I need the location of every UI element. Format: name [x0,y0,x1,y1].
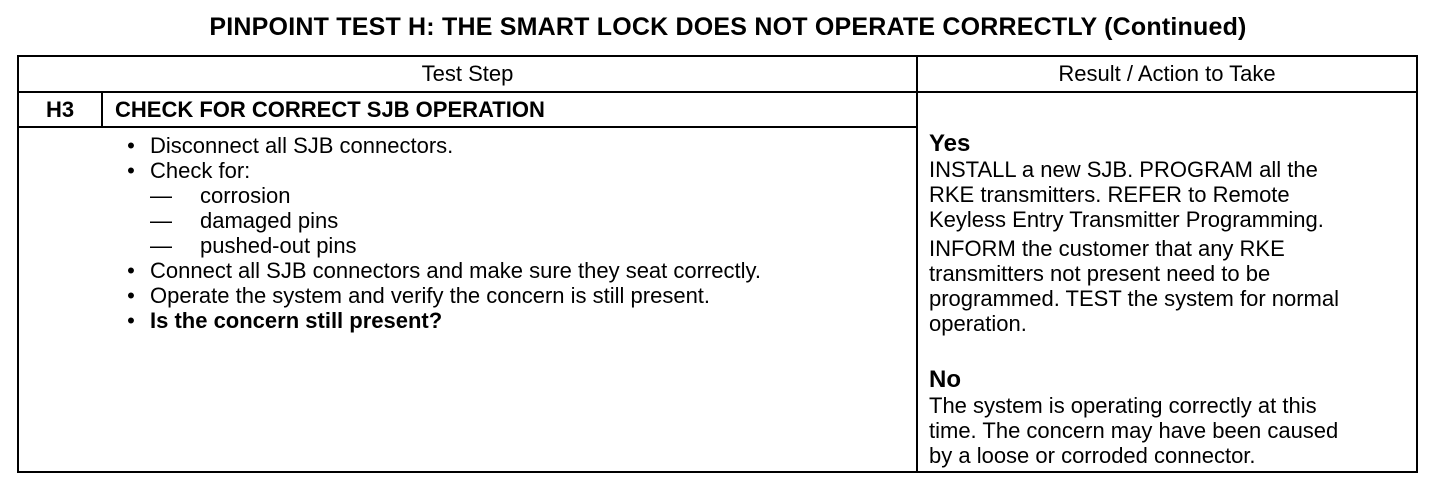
result-yes-paragraph-1 [929,157,1339,232]
step-title: CHECK FOR CORRECT SJB OPERATION [115,97,545,122]
text-line: programmed. TEST the system for normal [929,286,1339,311]
text-line: by a loose or corroded connector. [929,443,1256,468]
list-item-text: pushed-out pins [200,233,357,258]
dash-marker: — [150,183,172,208]
dash-marker: — [150,208,172,233]
list-item-text: corrosion [200,183,291,208]
pinpoint-test-table [17,55,1418,473]
step-id: H3 [45,97,75,122]
list-item [112,208,761,233]
bullet-marker: • [127,133,135,158]
list-item [112,158,761,183]
text-line: INFORM the customer that any RKE [929,236,1285,261]
page-title: PINPOINT TEST H: THE SMART LOCK DOES NOT OPERATE CORRECTLY (Continued) [209,13,1247,41]
list-item-text: Operate the system and verify the concern is still present. [150,283,711,308]
result-no [929,367,1338,468]
bullet-marker: • [127,258,135,283]
list-item [112,258,761,283]
dash-marker: — [150,233,172,258]
text-line: time. The concern may have been caused [929,418,1339,443]
text-line: The system is operating correctly at this [929,393,1317,418]
result-yes-label: Yes [929,130,971,157]
list-item [112,233,761,258]
header-test-step: Test Step [421,61,514,86]
result-yes-paragraph-2 [929,236,1339,336]
list-item-text: Disconnect all SJB connectors. [150,133,454,158]
list-item [112,133,761,158]
column-divider [916,57,918,471]
list-item-text: Connect all SJB connectors and make sure they seat correctly. [150,258,761,283]
list-item [112,283,761,308]
result-yes [929,131,1339,336]
question-text: Is the concern still present? [150,308,443,333]
step-id-divider [101,93,103,127]
text-line: Keyless Entry Transmitter Programming. [929,207,1324,232]
list-item [112,308,761,333]
list-item-text: Check for: [150,158,251,183]
bullet-marker: • [127,283,135,308]
list-item [112,183,761,208]
result-no-paragraph-1 [929,393,1338,468]
step-instructions [112,133,761,333]
header-result-action: Result / Action to Take [1058,61,1276,86]
result-no-label: No [929,366,961,393]
bullet-marker: • [127,158,135,183]
bullet-marker: • [127,308,135,333]
text-line: RKE transmitters. REFER to Remote [929,182,1290,207]
text-line: transmitters not present need to be [929,261,1271,286]
text-line: operation. [929,311,1027,336]
list-item-text: damaged pins [200,208,339,233]
text-line: INSTALL a new SJB. PROGRAM all the [929,157,1318,182]
